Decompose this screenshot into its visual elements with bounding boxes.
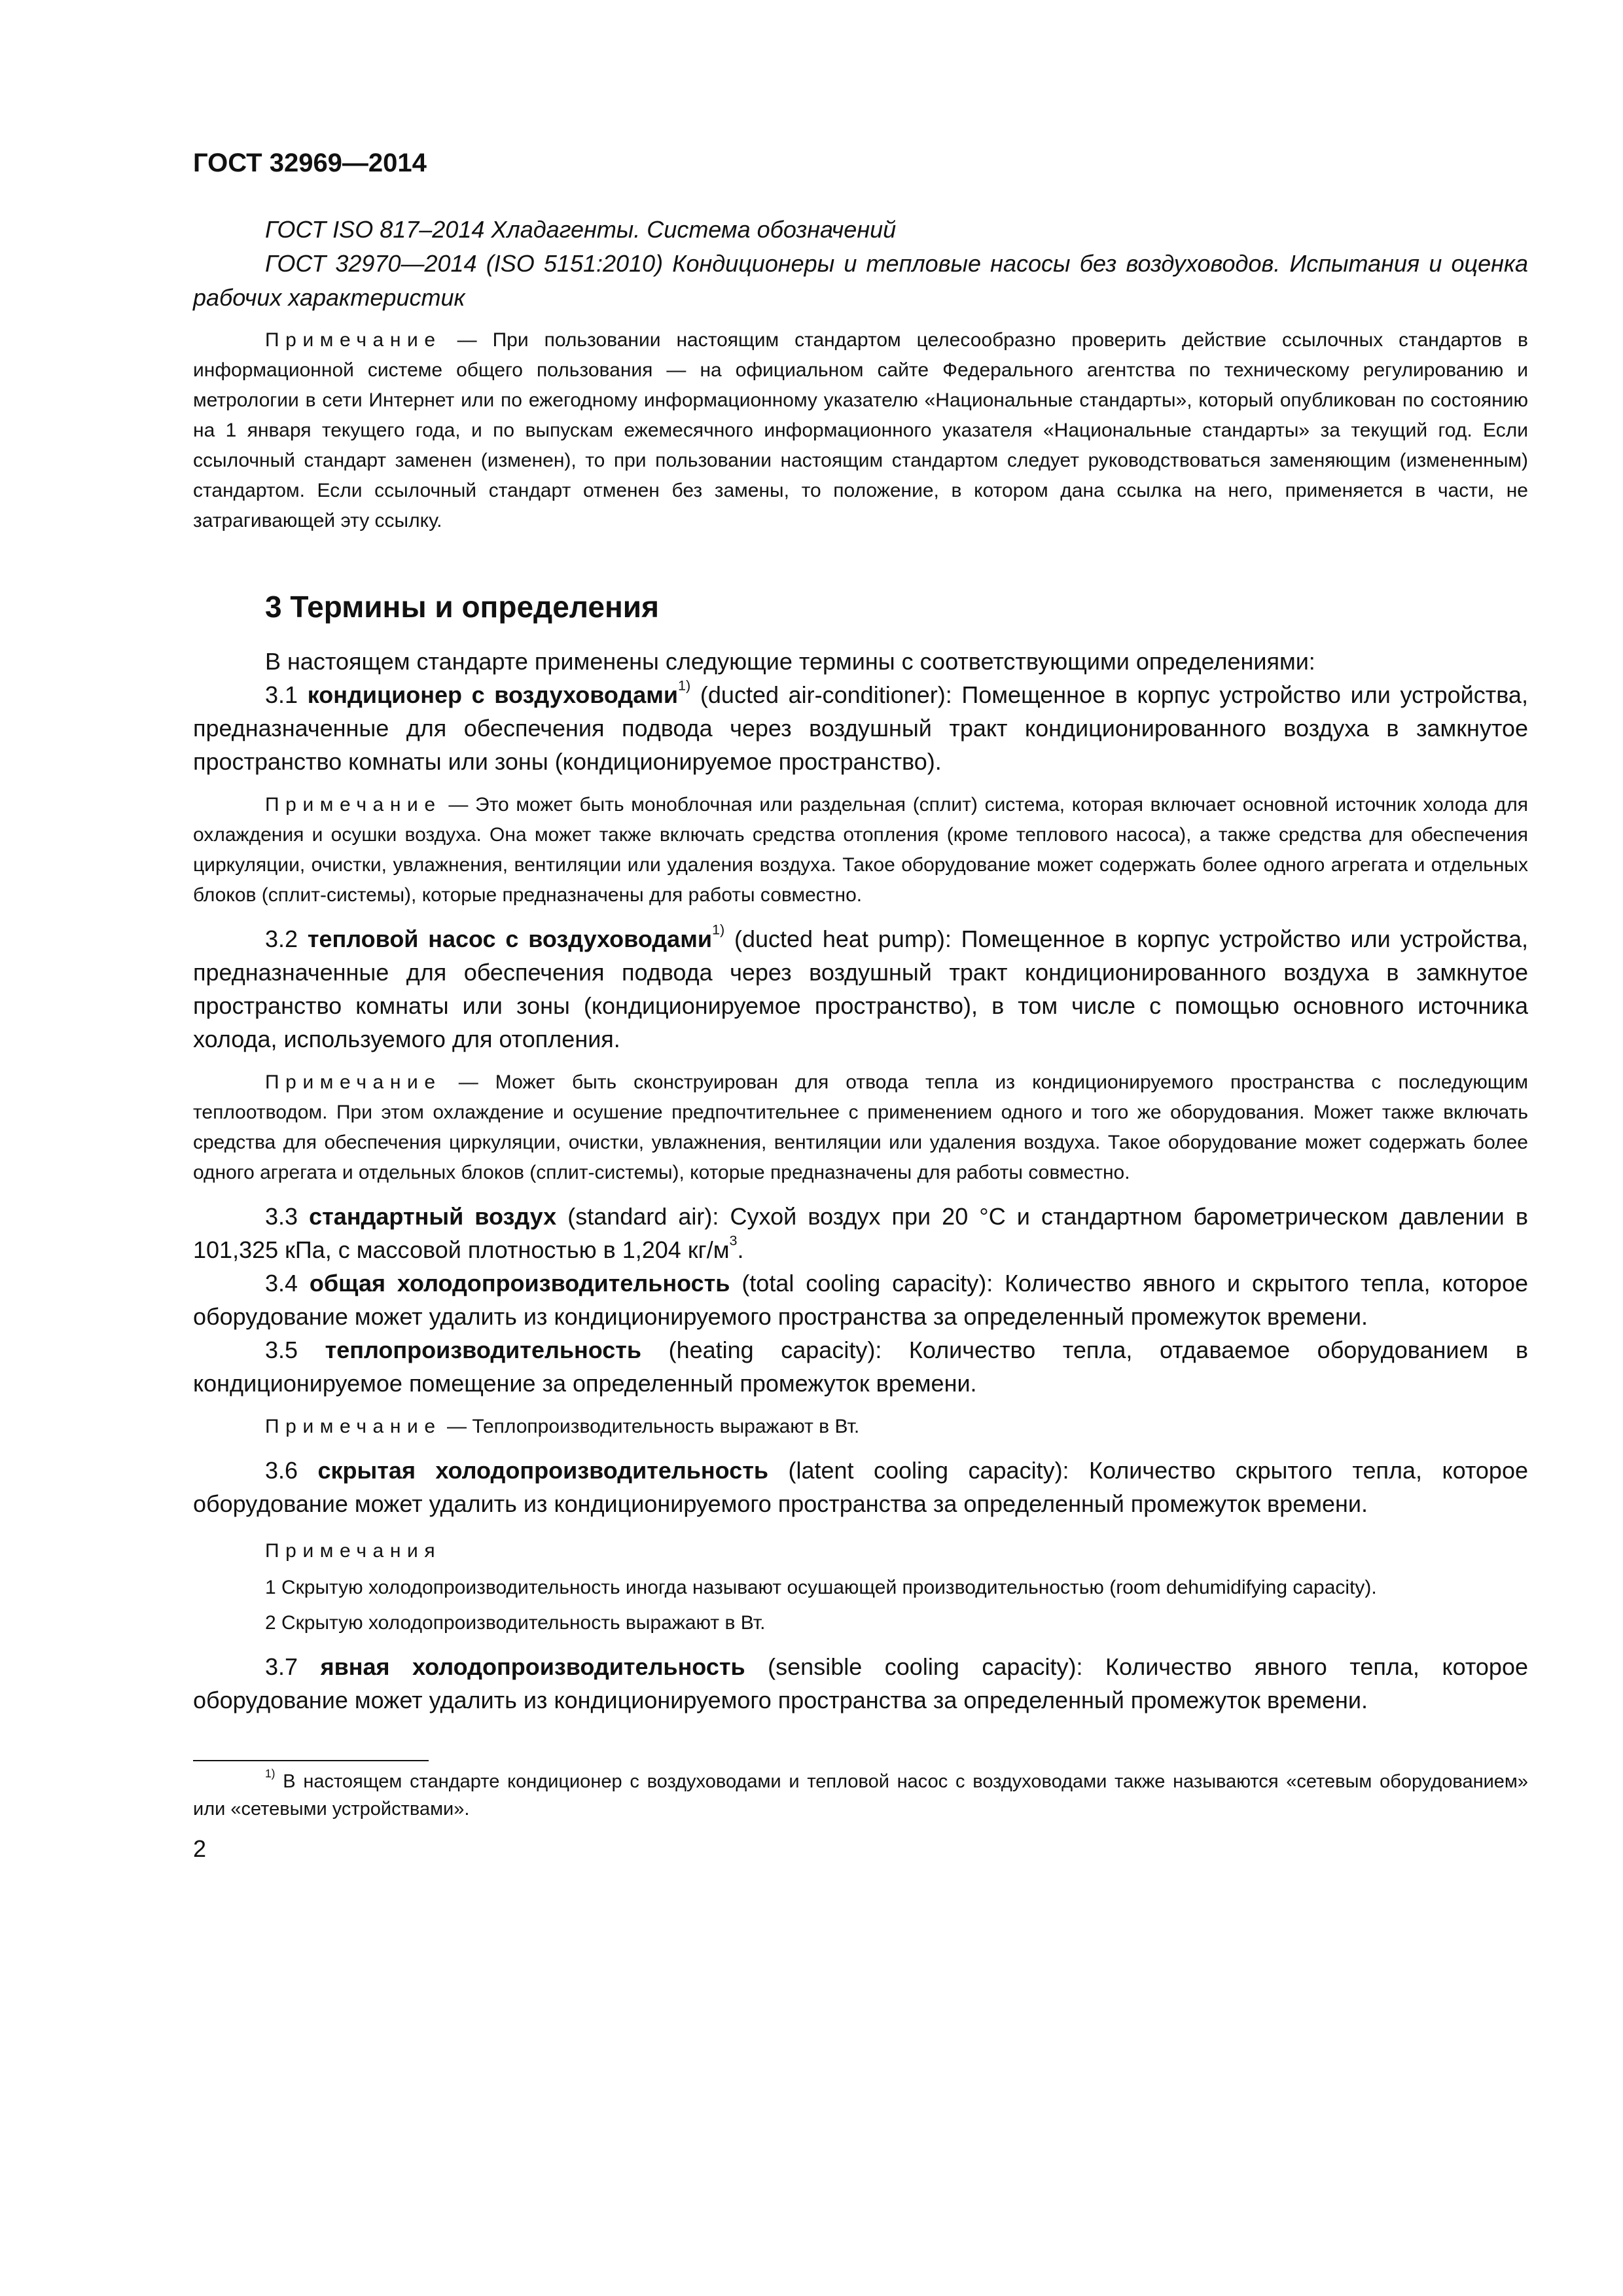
- term-definition: (latent cooling capacity): Количество скрытого тепла, которое оборудование может удалить из кондиционируемого пространства за определенный промежуток времени.: [193, 1457, 1528, 1517]
- term-3-6-note-2: 2 Скрытую холодопроизводительность выражают в Вт.: [265, 1612, 766, 1634]
- term-3-5-note: [193, 1412, 1528, 1442]
- term-3-1-note: [193, 790, 1528, 910]
- term-3-2-note: [193, 1067, 1528, 1188]
- term-number: 3.4: [265, 1270, 298, 1297]
- term-number: 3.3: [265, 1203, 298, 1230]
- footnote-mark: 1): [265, 1767, 276, 1780]
- document-page: [193, 147, 1528, 1863]
- document-header: ГОСТ 32969—2014: [193, 149, 427, 177]
- references-note: [193, 325, 1528, 536]
- term-3-6: [193, 1454, 1528, 1520]
- term-3-6-note-1: 1 Скрытую холодопроизводительность иногда называют осушающей производительностью (room dehumidifying capacity).: [265, 1577, 1377, 1598]
- term-definition: (sensible cooling capacity): Количество явного тепла, которое оборудование может удалить из кондиционируемого пространства за определенный промежуток времени.: [193, 1653, 1528, 1713]
- term-name: скрытая холодопроизводительность: [317, 1457, 768, 1484]
- note-label: Примечание: [265, 794, 442, 816]
- notes-label: Примечания: [265, 1540, 442, 1562]
- footnote-ref: 1): [678, 677, 691, 694]
- note-text: — Теплопроизводительность выражают в Вт.: [447, 1416, 860, 1437]
- superscript-3: 3: [729, 1232, 738, 1249]
- term-3-7: [193, 1650, 1528, 1717]
- reference-item: ГОСТ ISO 817–2014 Хладагенты. Система обозначений: [265, 216, 897, 243]
- term-name: теплопроизводительность: [325, 1336, 642, 1363]
- term-number: 3.5: [265, 1336, 298, 1363]
- term-3-4: [193, 1266, 1528, 1333]
- footnote-separator: [193, 1760, 429, 1761]
- term-number: 3.7: [265, 1653, 298, 1680]
- term-3-6-notes-label: [193, 1536, 1528, 1566]
- normative-references: [193, 213, 1528, 315]
- note-label: Примечание: [265, 1071, 442, 1093]
- term-definition: (heating capacity): Количество тепла, отдаваемое оборудованием в кондиционируемое помещение за определенный промежуток времени.: [193, 1336, 1528, 1397]
- term-3-5: [193, 1333, 1528, 1400]
- term-number: 3.1: [265, 681, 298, 708]
- footnote-text: В настоящем стандарте кондиционер с воздуховодами и тепловой насос с воздуховодами также называются «сетевым оборудованием» или «сетевыми устройствами».: [193, 1771, 1528, 1820]
- term-number: 3.2: [265, 925, 298, 952]
- term-number: 3.6: [265, 1457, 298, 1484]
- term-definition-end: .: [737, 1236, 744, 1263]
- footnote: [193, 1768, 1528, 1823]
- note-text: — При пользовании настоящим стандартом целесообразно проверить действие ссылочных стандартов в информационной системе общего пользования — на официальном сайте Федерального агентства по техническому регулированию и метрологии в сети Интернет или по ежегодному информационному указателю «Национальные стандарты», который опубликован по состоянию на 1 января текущего года, и по выпускам ежемесячного информационного указателя «Национальные стандарты» за текущий год. Если ссылочный стандарт заменен (изменен), то при пользовании настоящим стандартом следует руководствоваться заменяющим (измененным) стандартом. Если ссылочный стандарт отменен без замены, то положение, в котором дана ссылка на него, применяется в части, не затрагивающей эту ссылку.: [193, 329, 1528, 531]
- note-label: Примечание: [265, 1416, 442, 1437]
- term-3-3: [193, 1200, 1528, 1266]
- term-name: общая холодопроизводительность: [309, 1270, 730, 1297]
- section-title: 3 Термины и определения: [265, 590, 659, 624]
- term-definition: (ducted air-conditioner): Помещенное в корпус устройство или устройства, предназначенные для обеспечения подвода через воздушный тракт кондиционированного воздуха в замкнутое пространство комнаты или зоны (кондиционируемое пространство).: [193, 681, 1528, 775]
- note-text: — Может быть сконструирован для отвода тепла из кондиционируемого пространства с последующим теплоотводом. При этом охлаждение и осушение предпочтительнее с применением одного и того же оборудования. Может также включать средства для обеспечения циркуляции, очистки, увлажнения, вентиляции или удаления воздуха. Такое оборудование может содержать более одного агрегата и отдельных блоков (сплит-системы), которые предназначены для работы совместно.: [193, 1071, 1528, 1183]
- reference-item: ГОСТ 32970—2014 (ISO 5151:2010) Кондиционеры и тепловые насосы без воздуховодов. Испытания и оценка рабочих характеристик: [193, 250, 1528, 311]
- term-definition: (standard air): Сухой воздух при 20 °С и стандартном барометрическом давлении в 101,325 кПа, с массовой плотностью в 1,204 кг/м: [193, 1203, 1528, 1263]
- term-definition: (ducted heat pump): Помещенное в корпус устройство или устройства, предназначенные для обеспечения подвода через воздушный тракт кондиционированного воздуха в замкнутое пространство комнаты или зоны (кондиционируемое пространство), в том числе с помощью основного источника холода, используемого для отопления.: [193, 925, 1528, 1052]
- term-name: стандартный воздух: [309, 1203, 557, 1230]
- term-name: тепловой насос с воздуховодами: [307, 925, 712, 952]
- term-name: кондиционер с воздуховодами: [307, 681, 679, 708]
- note-label: Примечание: [265, 329, 442, 351]
- term-3-1: [193, 678, 1528, 778]
- page-number: 2: [193, 1835, 207, 1862]
- term-definition: (total cooling capacity): Количество явного и скрытого тепла, которое оборудование может удалить из кондиционируемого пространства за определенный промежуток времени.: [193, 1270, 1528, 1330]
- section-intro: В настоящем стандарте применены следующие термины с соответствующими определениями:: [265, 648, 1315, 675]
- footnote-ref: 1): [711, 921, 725, 938]
- term-name: явная холодопроизводительность: [320, 1653, 745, 1680]
- note-text: — Это может быть моноблочная или раздельная (сплит) система, которая включает основной источник холода для охлаждения и осушки воздуха. Она может также включать средства отопления (кроме теплового насоса), а также средства для обеспечения циркуляции, очистки, увлажнения, вентиляции или удаления воздуха. Такое оборудование может содержать более одного агрегата и отдельных блоков (сплит-системы), которые предназначены для работы совместно.: [193, 794, 1528, 906]
- term-3-2: [193, 922, 1528, 1056]
